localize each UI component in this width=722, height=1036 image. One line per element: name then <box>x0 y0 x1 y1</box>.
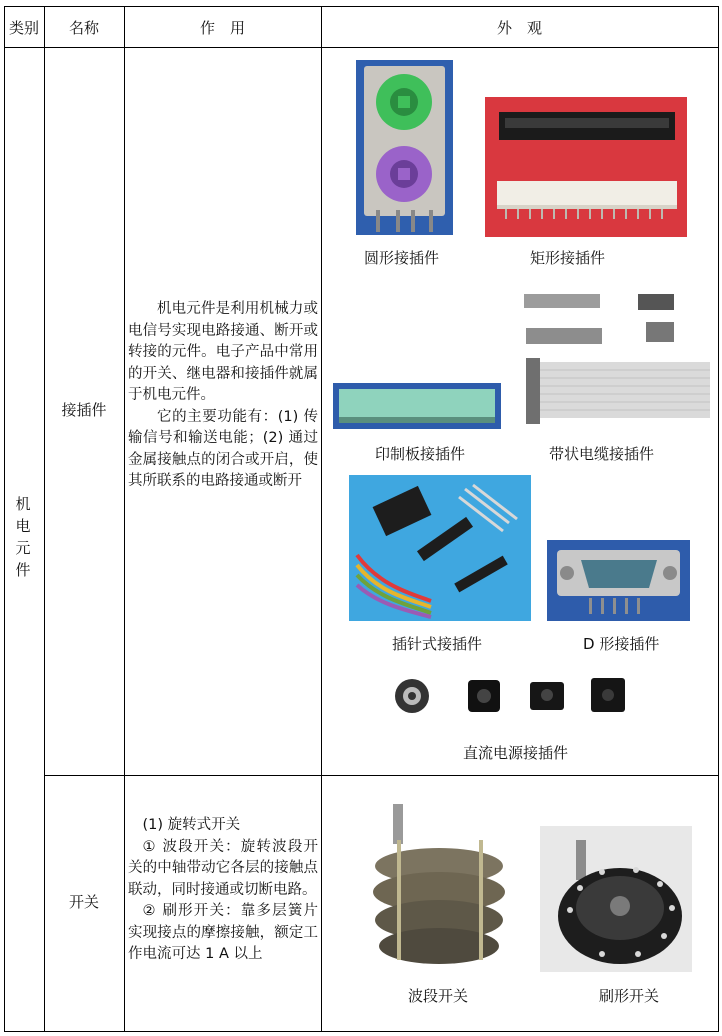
caption-pcb-connector: 印制板接插件 <box>375 445 466 463</box>
category-char: 元 <box>15 539 31 557</box>
rectangular-connector-photo <box>485 97 687 237</box>
dc-power-connector-photo <box>386 668 644 720</box>
header-appearance: 外 观 <box>496 18 542 37</box>
caption-rectangular-connector: 矩形接插件 <box>530 249 606 267</box>
pin-connector-photo <box>349 475 531 621</box>
col-divider-3 <box>321 6 322 1032</box>
description-paragraph: (1) 旋转式开关 <box>142 817 241 833</box>
category-label <box>4 493 42 581</box>
caption-dc-power-connector: 直流电源接插件 <box>463 744 569 762</box>
caption-ribbon-cable-connector: 带状电缆接插件 <box>549 445 655 463</box>
description-paragraph: ② 刷形开关：靠多层簧片实现接点的摩擦接触，额定工作电流可达 1 A 以上 <box>128 903 318 962</box>
border-bottom <box>4 1031 718 1032</box>
caption-brush-switch: 刷形开关 <box>599 987 660 1005</box>
row-name-connector: 接插件 <box>61 401 107 419</box>
header-function: 作 用 <box>199 18 245 37</box>
caption-pin-connector: 插针式接插件 <box>392 635 483 653</box>
caption-d-connector: D 形接插件 <box>583 635 660 653</box>
pcb-connector-photo <box>333 383 501 429</box>
ribbon-cable-connector-photo <box>516 288 713 430</box>
brush-switch-photo <box>540 826 692 972</box>
description-paragraph: 机电元件是利用机械力或电信号实现电路接通、断开或转接的元件。电子产品中常用的开关、继电器和接插件就属于机电元件。 <box>128 301 318 403</box>
d-connector-photo <box>547 540 690 621</box>
category-char: 件 <box>15 561 31 579</box>
border-right <box>718 6 719 1032</box>
row-divider <box>44 775 718 776</box>
round-connector-photo <box>356 60 453 235</box>
caption-round-connector: 圆形接插件 <box>364 249 440 267</box>
col-divider-1 <box>44 6 45 1032</box>
header-name: 名称 <box>68 18 99 37</box>
caption-band-switch: 波段开关 <box>408 987 469 1005</box>
row-description-switch <box>128 815 318 966</box>
header-category: 类别 <box>8 18 39 37</box>
description-paragraph: ① 波段开关：旋转波段开关的中轴带动它各层的接触点联动，同时接通或切断电路。 <box>128 838 318 898</box>
col-divider-2 <box>124 6 125 1032</box>
description-paragraph: 它的主要功能有：(1) 传输信号和输送电能；(2) 通过金属接触点的闭合或开启，使其所联系的电路接通或断开 <box>128 408 318 489</box>
row-description-connector <box>128 299 318 493</box>
header-divider <box>4 47 718 48</box>
row-name-switch: 开关 <box>68 893 99 911</box>
category-char: 电 <box>15 517 31 535</box>
band-switch-photo <box>353 800 511 972</box>
category-char: 机 <box>15 495 31 513</box>
